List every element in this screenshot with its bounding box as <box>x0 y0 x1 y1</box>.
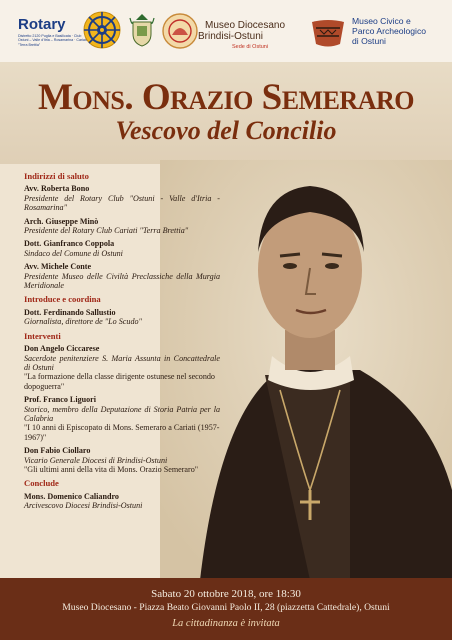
list-item <box>24 446 220 474</box>
program-list <box>24 172 220 515</box>
list-item <box>24 184 220 212</box>
vase-logo-icon <box>308 16 348 50</box>
event-place: Museo Diocesano - Piazza Beato Giovanni Paolo II, 28 (piazzetta Cattedrale), Ostuni <box>62 602 390 613</box>
section-label: Conclude <box>24 478 59 489</box>
civico-line2: Parco Archeologico <box>352 26 427 36</box>
museo-name-line1: Museo Diocesano <box>205 20 286 31</box>
museo-sede: Sede di Ostuni <box>232 44 269 50</box>
list-item <box>24 239 220 258</box>
civico-line1: Museo Civico e <box>352 16 411 26</box>
rotary-wheel-icon <box>82 10 122 50</box>
event-date: Sabato 20 ottobre 2018, ore 18:30 <box>151 588 301 600</box>
invite-text: La cittadinanza è invitata <box>172 618 280 629</box>
speaker-role: Vicario Generale Diocesi di Brindisi-Ostuni <box>24 455 168 465</box>
footer <box>0 578 452 640</box>
speaker-name: Dott. Ferdinando Sallustio <box>24 307 116 317</box>
speaker-role: Presidente del Rotary Club "Ostuni - Valle d'Itria - Rosamarina" <box>24 193 220 213</box>
speaker-name: Don Fabio Ciollaro <box>24 446 91 456</box>
civico-line3: di Ostuni <box>352 36 386 46</box>
header-logos <box>0 0 452 62</box>
speaker-role: Arcivescovo Diocesi Brindisi-Ostuni <box>24 501 143 511</box>
speaker-role: Giornalista, direttore de "Lo Scudo" <box>24 317 142 327</box>
speaker-role: Presidente Museo delle Civiltà Preclassiche della Murgia Meridionale <box>24 271 220 291</box>
speaker-name: Mons. Domenico Caliandro <box>24 491 119 501</box>
list-item <box>24 217 220 236</box>
speaker-name: Don Angelo Ciccarese <box>24 344 100 354</box>
title-band <box>0 62 452 164</box>
list-item <box>24 492 220 511</box>
list-item <box>24 395 220 442</box>
section-label: Indirizzi di saluto <box>24 171 89 181</box>
list-item <box>24 308 220 327</box>
diocese-crest-icon <box>128 12 156 48</box>
museo-diocesano-seal-icon <box>162 13 198 49</box>
section-label: Introduce e coordina <box>24 294 101 305</box>
museo-civico-name <box>352 16 426 46</box>
speaker-name: Dott. Gianfranco Coppola <box>24 239 115 249</box>
list-item <box>24 344 220 391</box>
museo-name-line2: Brindisi-Ostuni <box>198 31 264 42</box>
speaker-name: Avv. Roberta Bono <box>24 184 90 194</box>
rotary-logo-text: Rotary <box>18 16 66 33</box>
rotary-sub-text: Distretto 2120 Puglia e Basilicata · Club Ostuni – Valle d'Itria – Rosamarina · Cariati "Terra Brettia" <box>18 34 87 47</box>
talk-title: "I 10 anni di Episcopato di Mons. Semeraro a Cariati (1957-1967)" <box>24 423 220 442</box>
speaker-name: Arch. Giuseppe Minò <box>24 216 99 226</box>
event-subtitle: Vescovo del Concilio <box>115 116 337 145</box>
talk-title: "Gli ultimi anni della vita di Mons. Orazio Semeraro" <box>24 464 199 474</box>
speaker-role: Storico, membro della Deputazione di Storia Patria per la Calabria <box>24 404 220 423</box>
talk-title: "La formazione della classe dirigente ostunese nel secondo dopoguerra" <box>24 372 215 391</box>
speaker-name: Prof. Franco Liguori <box>24 395 97 405</box>
speaker-role: Sindaco del Comune di Ostuni <box>24 248 123 258</box>
speaker-role: Presidente del Rotary Club Cariati "Terra Brettia" <box>24 226 189 236</box>
list-item <box>24 262 220 290</box>
speaker-role: Sacerdote penitenziere S. Maria Assunta in Concattedrale di Ostuni <box>24 353 220 372</box>
speaker-name: Avv. Michele Conte <box>24 262 92 272</box>
event-title: Mons. Orazio Semeraro <box>37 77 414 118</box>
section-label: Interventi <box>24 330 61 341</box>
